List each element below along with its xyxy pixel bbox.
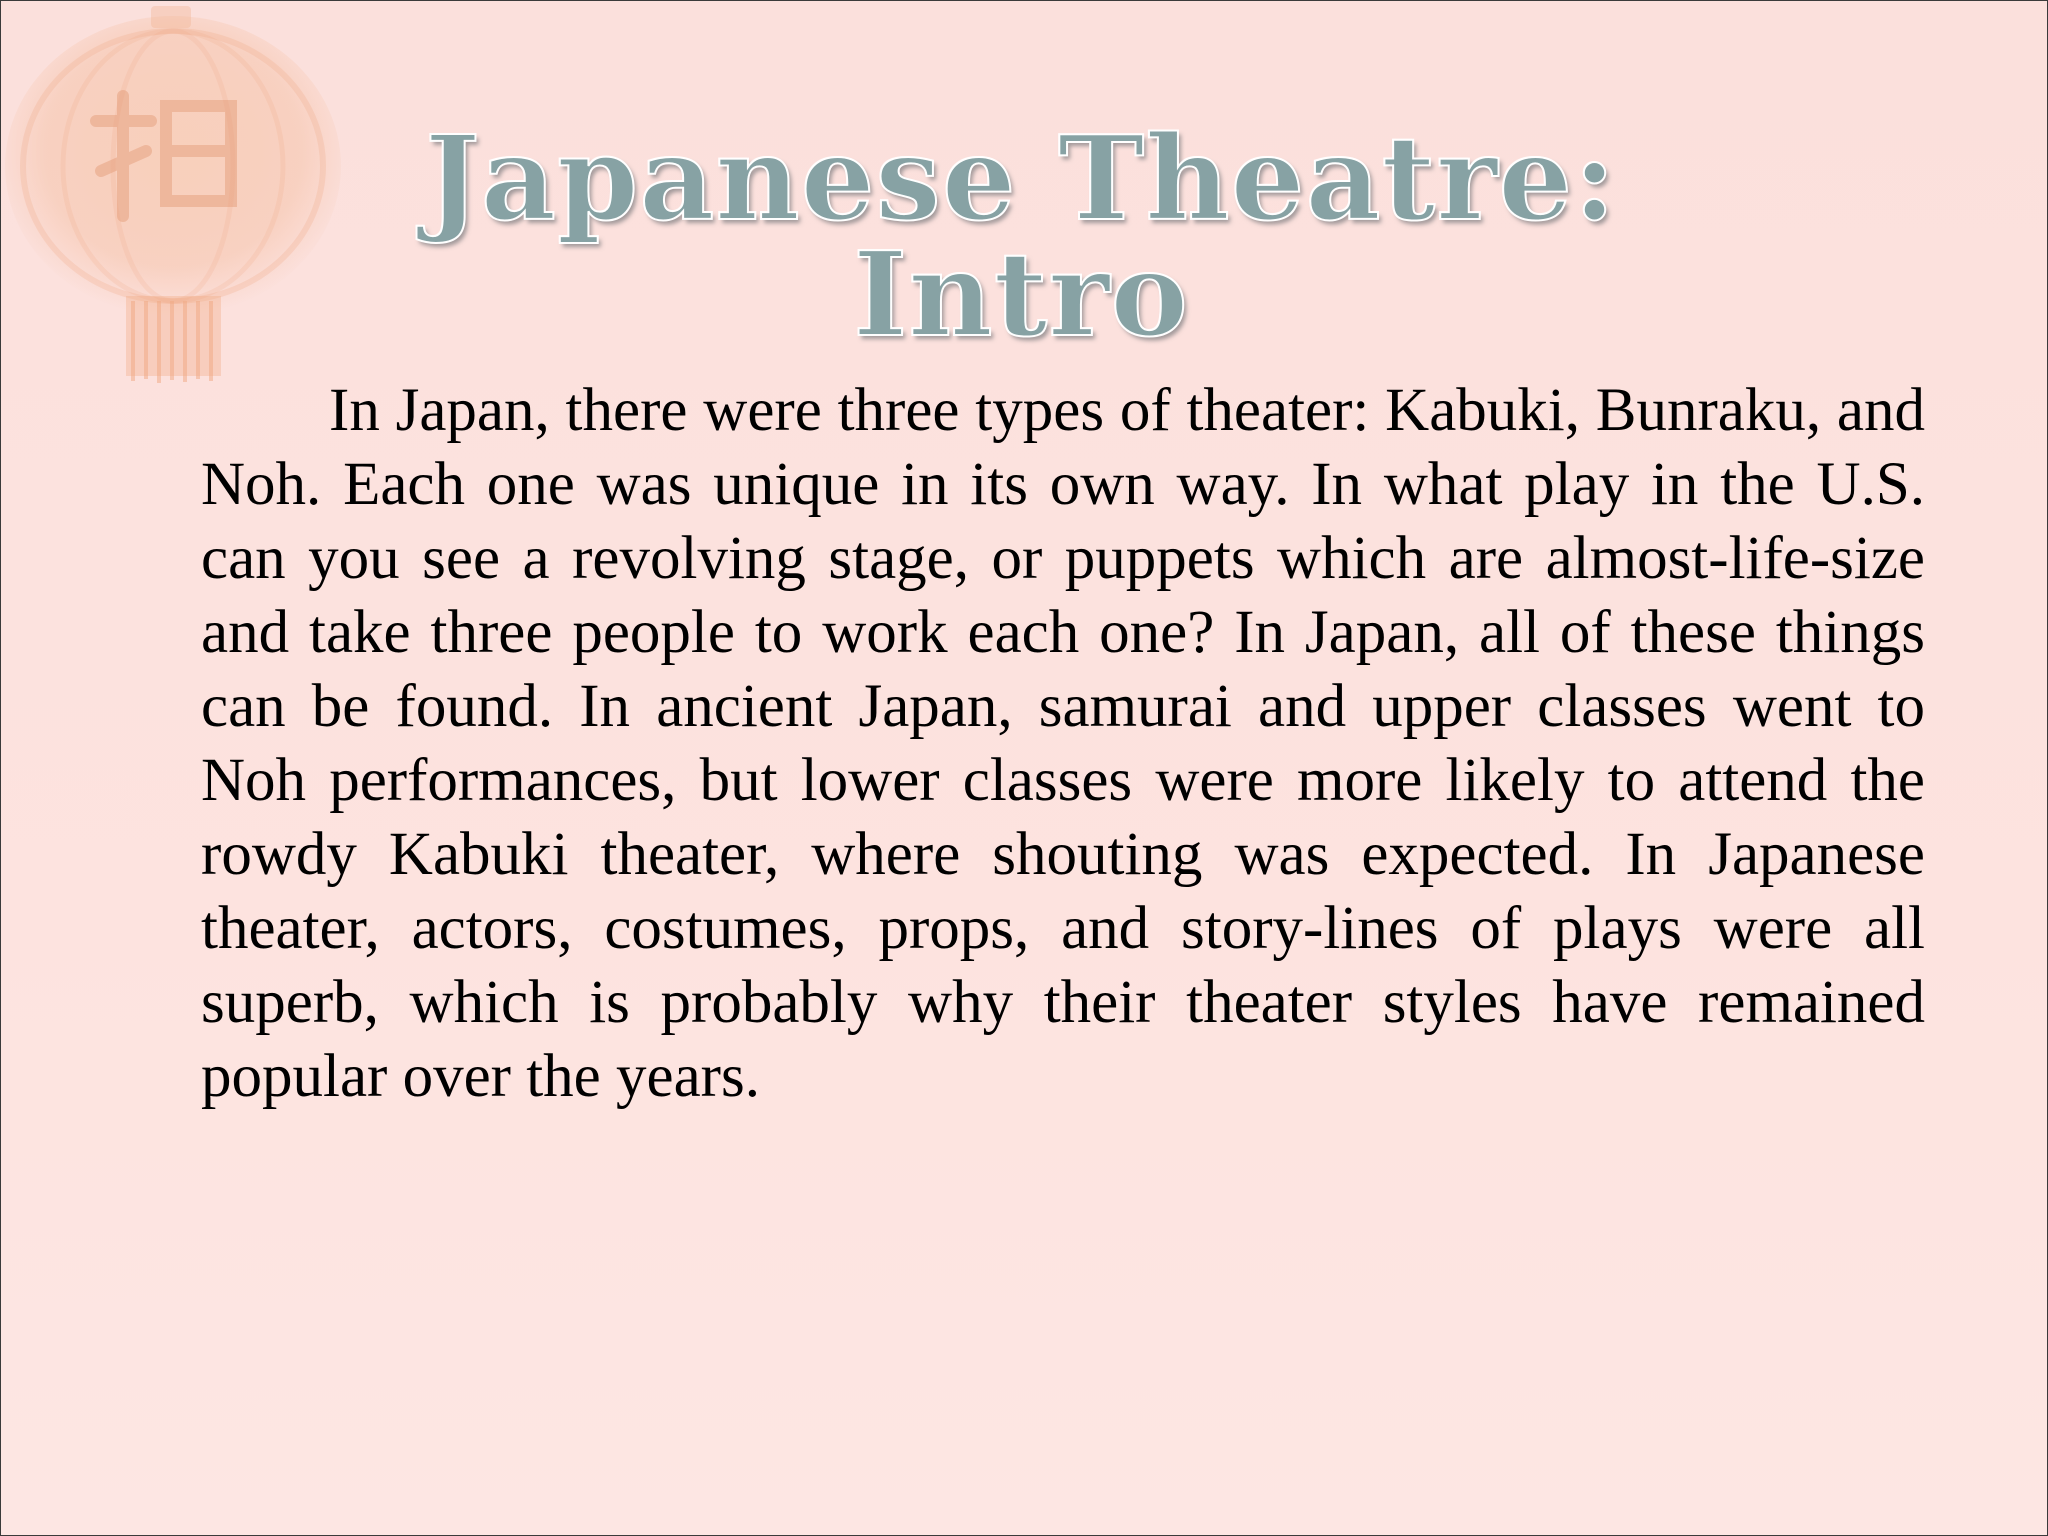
slide-title: Japanese Theatre: Intro — [425, 111, 1617, 363]
slide-body-text: In Japan, there were three types of theater: Kabuki, Bunraku, and Noh. Each one was unique in its own way. In what play in the U.S. can you see a revolving stage, or puppets which are almost-life-size and take three people to work each one? In Japan, all of these things can be found. In ancient Japan, samurai and upper classes went to Noh performances, but lower classes were more likely to attend the rowdy Kabuki theater, where shouting was expected. In Japanese theater, actors, costumes, props, and story-lines of plays were all superb, which is probably why their theater styles have remained popular over the years. — [201, 377, 1925, 1110]
